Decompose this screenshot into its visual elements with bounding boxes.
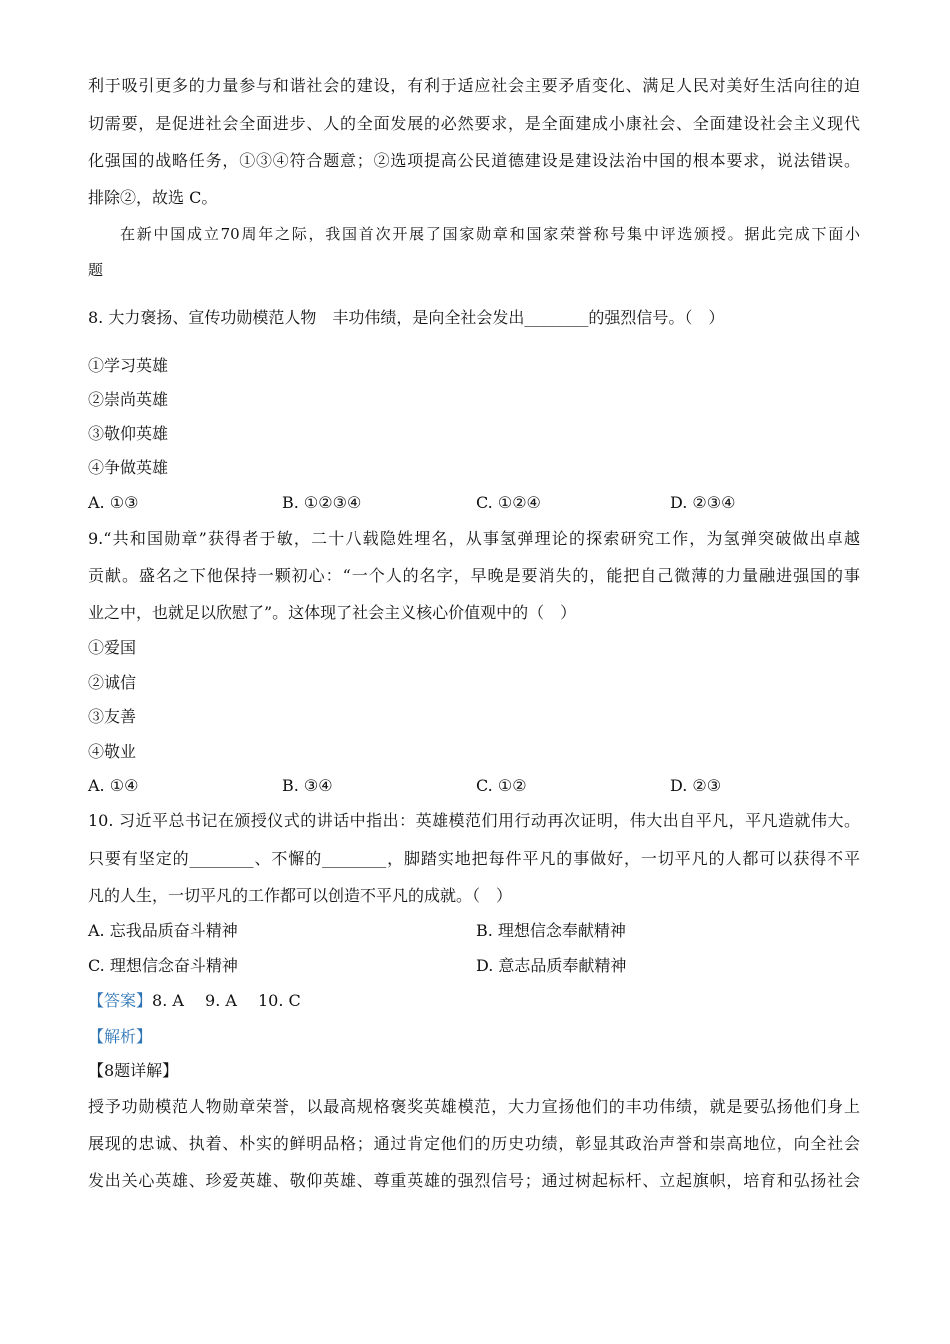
q8-option-d: D. ②③④ (670, 493, 736, 512)
q8-item: ①学习英雄 (88, 356, 169, 375)
material-line: 题 (88, 261, 104, 279)
text-line: 利于吸引更多的力量参与和谐社会的建设，有利于适应社会主要矛盾变化、满足人民对美好生活向往的迫 (88, 76, 860, 95)
q9-option-c: C. ①② (476, 776, 527, 795)
q9-item: ②诚信 (88, 673, 137, 692)
q9-item: ①爱国 (88, 638, 137, 657)
q8-option-a: A. ①③ (88, 493, 139, 512)
detail-title: 【8题详解】 (88, 1061, 179, 1080)
detail-line: 授予功勋模范人物勋章荣誉，以最高规格褒奖英雄模范，大力宣扬他们的丰功伟绩，就是要弘扬他们身上 (88, 1097, 860, 1116)
answer-text: 8. A 9. A 10. C (152, 991, 301, 1010)
text-line: 切需要，是促进社会全面进步、人的全面发展的必然要求，是全面建成小康社会、全面建设社会主义现代 (88, 114, 860, 133)
analysis-label: 【解析】 (88, 1027, 153, 1046)
detail-line: 展现的忠诚、执着、朴实的鲜明品格；通过肯定他们的历史功绩，彰显其政治声誉和崇高地位，向全社会 (88, 1134, 860, 1153)
q9-item: ③友善 (88, 707, 137, 726)
question-8-stem: 8. 大力褒扬、宣传功勋模范人物 丰功伟绩，是向全社会发出________的强烈信号。（ ） (88, 308, 725, 327)
q10-option-c: C. 理想信念奋斗精神 (88, 956, 238, 975)
question-9-stem: 9.“共和国勋章”获得者于敏，二十八载隐姓埋名，从事氢弹理论的探索研究工作，为氢弹突破做出卓越 (88, 529, 860, 548)
question-10-stem: 只要有坚定的________、不懈的________，脚踏实地把每件平凡的事做好，一切平凡的人都可以获得不平 (88, 849, 860, 868)
question-9-stem: 业之中，也就足以欣慰了”。这体现了社会主义核心价值观中的（ ） (88, 603, 577, 622)
question-10-stem: 10. 习近平总书记在颁授仪式的讲话中指出：英雄模范们用行动再次证明，伟大出自平凡，平凡造就伟大。 (88, 811, 860, 830)
q8-item: ④争做英雄 (88, 458, 169, 477)
q8-item: ②崇尚英雄 (88, 390, 169, 409)
answer-line (88, 991, 301, 1011)
q8-option-b: B. ①②③④ (282, 493, 362, 512)
question-10-stem: 凡的人生，一切平凡的工作都可以创造不平凡的成就。（ ） (88, 886, 513, 905)
q10-option-a: A. 忘我品质奋斗精神 (88, 921, 238, 940)
q8-option-c: C. ①②④ (476, 493, 541, 512)
q8-item: ③敬仰英雄 (88, 424, 169, 443)
text-line: 化强国的战略任务，①③④符合题意；②选项提高公民道德建设是建设法治中国的根本要求，说法错误。 (88, 151, 860, 170)
q10-option-b: B. 理想信念奉献精神 (476, 921, 626, 940)
q9-option-a: A. ①④ (88, 776, 139, 795)
detail-line: 发出关心英雄、珍爱英雄、敬仰英雄、尊重英雄的强烈信号；通过树起标杆、立起旗帜，培育和弘扬社会 (88, 1171, 860, 1190)
material-line: 在新中国成立70周年之际，我国首次开展了国家勋章和国家荣誉称号集中评选颁授。据此完成下面小 (120, 225, 860, 243)
answer-label: 【答案】 (88, 991, 153, 1010)
q9-option-d: D. ②③ (670, 776, 722, 795)
q9-option-b: B. ③④ (282, 776, 333, 795)
q9-item: ④敬业 (88, 742, 137, 761)
question-9-stem: 贡献。盛名之下他保持一颗初心：“一个人的名字，早晚是要消失的，能把自己微薄的力量融进强国的事 (88, 566, 860, 585)
q10-option-d: D. 意志品质奉献精神 (476, 956, 627, 975)
text-line: 排除②，故选 C。 (88, 188, 218, 207)
